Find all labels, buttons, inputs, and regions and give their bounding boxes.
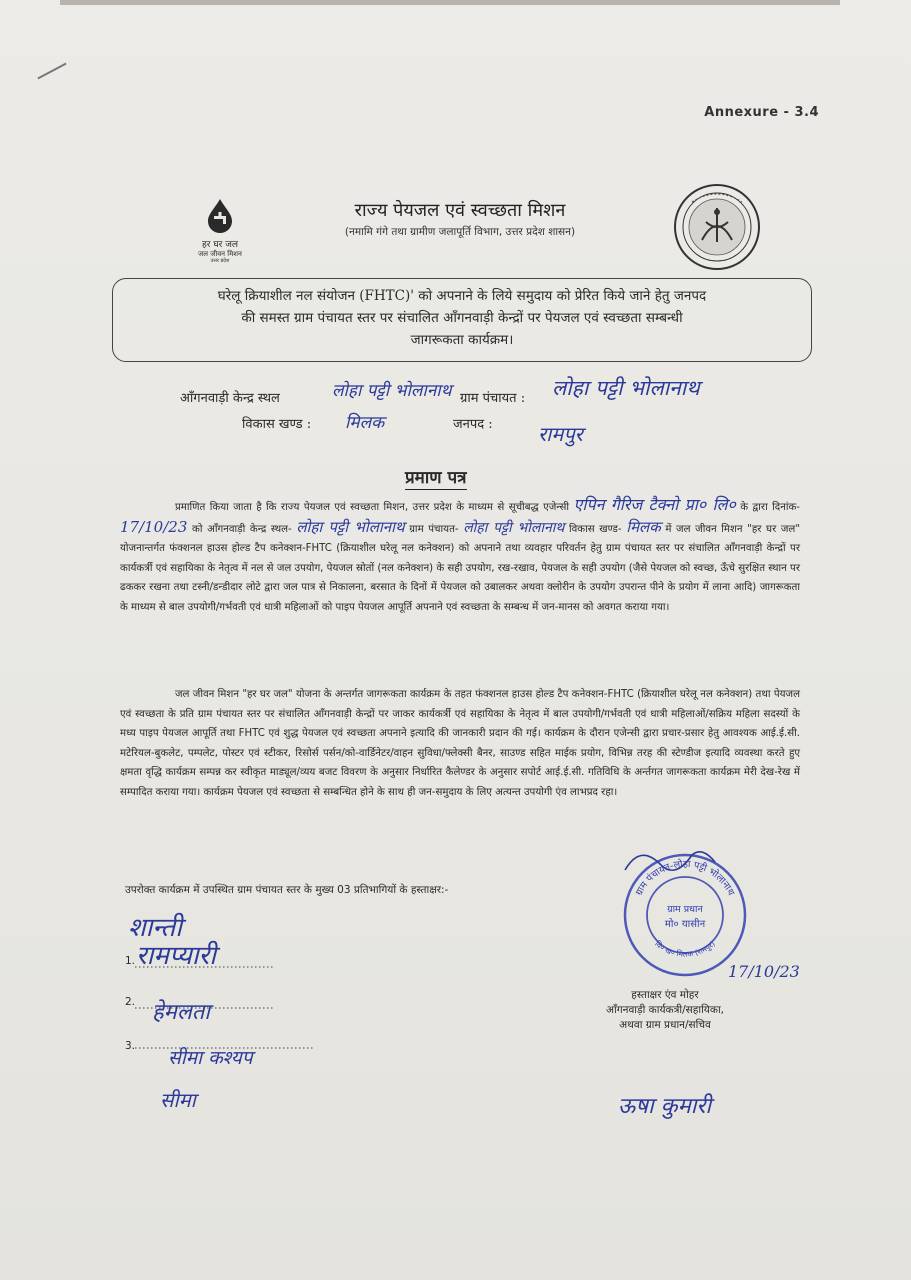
- signature-date: 17/10/23: [728, 962, 800, 981]
- page-top-edge: [60, 0, 840, 5]
- para1-seg3: को आँगनवाड़ी केन्द्र स्थल-: [192, 523, 292, 535]
- svg-text:वि० ख० मिलक (रामपुर): [653, 939, 717, 959]
- stamp-center-1: ग्राम प्रधान: [667, 904, 703, 915]
- authority-block: [560, 988, 770, 1033]
- mission-title: राज्य पेयजल एवं स्वच्छता मिशन: [354, 200, 566, 221]
- participant-signature-4: सीमा कश्यप: [168, 1047, 253, 1069]
- logo-line1: हर घर जल: [202, 240, 238, 250]
- participant-signature-5: सीमा: [160, 1088, 196, 1112]
- para1-seg5: विकास खण्ड-: [569, 523, 622, 535]
- signatory-name: ऊषा कुमारी: [618, 1094, 712, 1119]
- program-place: लोहा पट्टी भोलानाथ: [296, 517, 405, 536]
- program-banner: [112, 278, 812, 362]
- certificate-title: प्रमाण पत्र: [405, 465, 467, 488]
- para1-seg2: के द्वारा दिनांक-: [740, 502, 800, 513]
- authority-line2: आँगनवाड़ी कार्यकत्री/सहायिका,: [605, 1004, 725, 1016]
- janpad-label: जनपद :: [453, 417, 493, 432]
- authority-line3: अथवा ग्राम प्रधान/सचिव: [619, 1019, 711, 1031]
- vikas-khand-label: विकास खण्ड :: [242, 417, 312, 432]
- participant-number-1: 1.: [125, 955, 136, 967]
- certificate-paragraph-1: [120, 495, 800, 617]
- stamp-ring-text: ग्राम पंचायत-लोहा पट्टी भोलानाथ: [633, 858, 737, 898]
- scratch-mark: [37, 63, 66, 80]
- annexure-label: Annexure - 3.4: [704, 105, 819, 120]
- gram-panchayat-label: ग्राम पंचायत :: [460, 391, 526, 406]
- vikas-khand-value: मिलक: [345, 413, 385, 433]
- participant-signature-2: रामप्यारी: [136, 941, 216, 971]
- para2-text: जल जीवन मिशन "हर घर जल" योजना के अन्तर्गत जागरूकता कार्यक्रम के तहत फंक्शनल हाउस होल्ड टैप कनेक्शन-FHTC (क्रियाशील घरेलू नल कनेक्शन) तथा पेयजल एवं स्वच्छता के प्रति ग्राम पंचायत स्तर पर संचालित आँगनवाड़ी केन्द्रों पर जाकर कार्यकर्त्री एवं सहायिका के नेतृत्व में बाल उपयोगी/गर्भवती एवं धात्री महिलाओं/सक्रिय महिला सदस्यों के मध्य पाइप पेयजल आपूर्ति तथा FHTC एवं शुद्ध पेयजल एवं स्वच्छता अपनाने इत्यादि की जानकारी प्रदान की गई। कार्यक्रम के दौरान एजेन्सी द्वारा प्रचार-प्रसार हेतु आवश्यक आई.ई.सी. मटेरियल-बुकलेट, पम्पलेट, पोस्टर एवं स्टीकर, रिसोर्स पर्सन/को-वार्डिनेटर/वाहन सुविधा/फ्लेक्सी बैनर, साउण्ड सहित माईक प्रयोग, विभिन्न तरह की स्टेण्डीज इत्यादि व्यवस्था करते हुए क्षमता वृद्धि कार्यक्रम सम्पन्न कर स्वीकृत माड्यूल/व्यय बजट विवरण के अनुसार निर्धारित कैलेण्डर के अनुसार सपोर्ट आई.ई.सी. गतिविधि के अर्न्तगत जागरूकता कार्यक्रम मेरी देख-रेख में सम्पादित कराया गया। कार्यक्रम पेयजल एवं स्वच्छता से सम्बन्धित होने के साथ ही जन-समुदाय के लिए अत्यन्त उपयोगी एंव लाभप्रद रहा।: [120, 689, 800, 798]
- gram-panchayat-value: लोहा पट्टी भोलानाथ: [552, 376, 700, 400]
- authority-line1: हस्ताक्षर एंव मोहर: [631, 989, 699, 1001]
- para1-seg1: प्रमाणित किया जाता है कि राज्य पेयजल एवं स्वच्छता मिशन, उत्तर प्रदेश के माध्यम से सूचीबद्ध एजेन्सी: [175, 502, 570, 513]
- up-state-emblem-icon: [672, 182, 762, 272]
- program-panchayat: लोहा पट्टी भोलानाथ: [463, 519, 565, 536]
- logo-line3: उत्तर प्रदेश: [210, 258, 230, 264]
- participants-intro: उपरोक्त कार्यक्रम में उपस्थित ग्राम पंचायत स्तर के मुख्य 03 प्रतिभागियों के हस्ताक्षर:-: [125, 884, 449, 896]
- participant-number-2: 2.: [125, 996, 136, 1008]
- drop-tap-icon: [205, 198, 235, 234]
- program-block: मिलक: [626, 517, 661, 536]
- stamp-center-2: मो० यासीन: [664, 919, 706, 930]
- gram-pradhan-stamp: [620, 850, 750, 980]
- har-ghar-jal-logo: [190, 198, 250, 264]
- janpad-value: रामपुर: [538, 422, 583, 446]
- banner-line1: घरेलू क्रियाशील नल संयोजन (FHTC)' को अपनाने के लिये समुदाय को प्रेरित किये जाने हेतु जनपद: [217, 288, 707, 304]
- participant-signature-3: हेमलता: [152, 1000, 210, 1025]
- anganwadi-label: आँगनवाड़ी केन्द्र स्थल: [180, 391, 280, 406]
- para1-seg4: ग्राम पंचायत-: [409, 523, 459, 535]
- participant-signature-1: शान्ती: [128, 913, 182, 943]
- logo-line2: जल जीवन मिशन: [198, 250, 242, 258]
- anganwadi-value: लोहा पट्टी भोलानाथ: [332, 381, 452, 401]
- agency-name: एपिन गैरिज टैक्नो प्रा० लि०: [573, 495, 736, 514]
- stamp-bottom-text: वि० ख० मिलक (रामपुर): [653, 939, 717, 959]
- mission-subtitle: (नमामि गंगे तथा ग्रामीण जलापूर्ति विभाग, उत्तर प्रदेश शासन): [344, 226, 576, 238]
- banner-line3: जागरूकता कार्यक्रम।: [410, 332, 514, 348]
- program-date: 17/10/23: [120, 517, 188, 536]
- para1-seg6: में जल जीवन मिशन "हर घर जल" योजनान्तर्गत फंक्शनल हाउस होल्ड टैप कनेक्शन-FHTC (क्रियाशील घरेलू नल कनेक्शन) को अपनाने तथा व्यवहार परिवर्तन हेतु ग्राम पंचायत स्तर पर संचालित आँगनवाड़ी केन्द्रों पर कार्यकर्त्री एवं सहायिका के नेतृत्व में नल से जल उपयोग, पेयजल स्रोतों (नल कनेक्शन) के सही उपयोग, रख-रखाव, पेयजल के सही उपयोग (जैसे पेयजल को स्वच्छ, ऊँचे सुरक्षित स्थान पर ढककर रखना तथा टस्नी/डन्डीदार लोटे द्वारा जल पात्र से निकालना, बरसात के दिनों में पेयजल को उबालकर अथवा क्लोरीन के उपयोग उपरान्त पीने के प्रयोग में लाना आदि) जागरूकता के माध्यम से बाल उपयोगी/गर्भवती एवं धात्री महिलाओं को पाइप पेयजल आपूर्ति अपनाने एवं स्वच्छता के सम्बन्ध में जन-मानस को अवगत कराया गया।: [120, 523, 801, 613]
- certificate-paragraph-2: [120, 685, 800, 802]
- participant-number-3: 3.: [125, 1040, 136, 1052]
- banner-line2: की समस्त ग्राम पंचायत स्तर पर संचालित आँगनवाड़ी केन्द्रों पर पेयजल एवं स्वच्छता सम्बन्धी: [241, 310, 683, 326]
- signature-lines: [135, 950, 455, 1050]
